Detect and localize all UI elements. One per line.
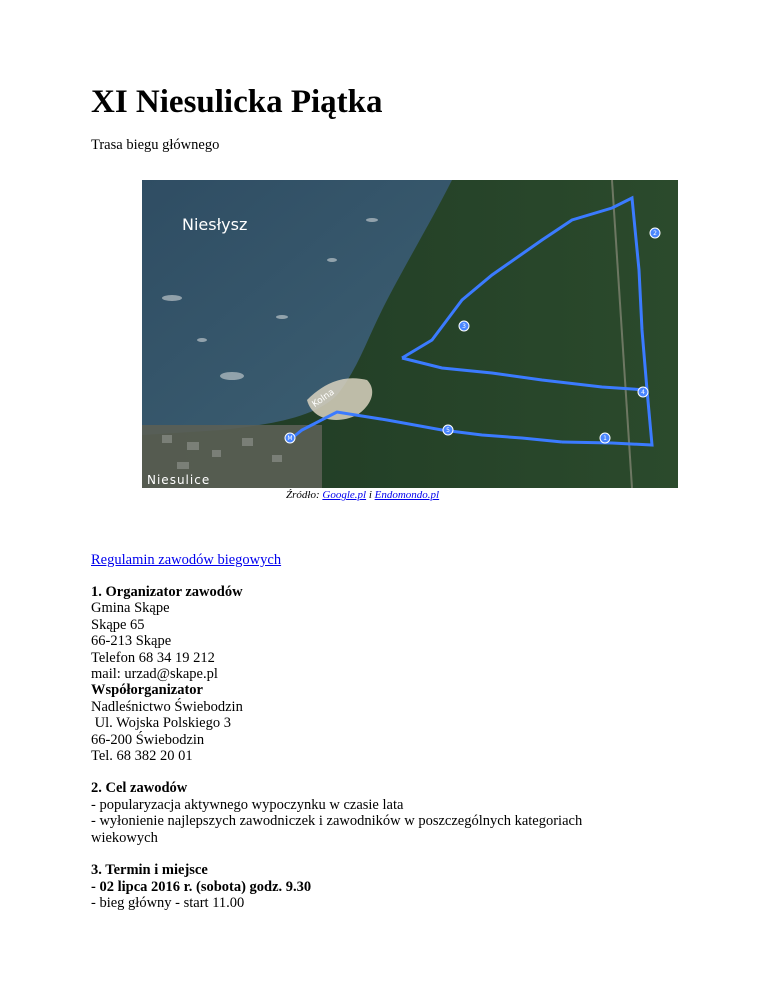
organizer-line: Telefon 68 34 19 212: [91, 649, 215, 666]
google-link[interactable]: Google.pl: [322, 489, 367, 501]
caption-prefix: Źródło:: [286, 489, 323, 501]
route-marker-label: M: [287, 435, 293, 442]
section-2-heading: 2. Cel zawodów: [91, 780, 188, 797]
section-1-heading: 1. Organizator zawodów: [91, 584, 243, 600]
town-label: Niesulice: [147, 473, 211, 487]
organizer-line: mail: urzad@skape.pl: [91, 666, 218, 683]
lake-label: Niesłysz: [182, 215, 248, 234]
organizer-line: 66-213 Skąpe: [91, 633, 172, 650]
goal-line: - wyłonienie najlepszych zawodniczek i zawodników w poszczególnych kategoriach wiekowych: [91, 813, 583, 846]
route-marker-label: 5: [446, 427, 450, 434]
page-title: XI Niesulicka Piątka: [91, 84, 383, 120]
co-organizer-line: 66-200 Świebodzin: [91, 731, 205, 748]
route-marker-label: 4: [641, 389, 645, 396]
schedule-line: - bieg główny - start 11.00: [91, 894, 245, 911]
co-organizer-line: Nadleśnictwo Świebodzin: [91, 698, 243, 715]
event-date-line: - 02 lipca 2016 r. (sobota) godz. 9.30: [91, 878, 312, 895]
road-label: Kolna: [310, 387, 337, 410]
goal-line: - popularyzacja aktywnego wypoczynku w czasie lata: [91, 796, 404, 813]
route-marker-label: 1: [603, 435, 607, 442]
map-caption: [286, 489, 439, 501]
page-subtitle: Trasa biegu głównego: [91, 137, 220, 153]
co-organizer-heading: Współorganizator: [91, 682, 203, 699]
caption-mid: i: [366, 489, 375, 501]
route-map: [142, 180, 678, 488]
route-marker-label: 3: [462, 323, 466, 330]
regulations-body: [91, 584, 651, 911]
section-3-heading: 3. Termin i miejsce: [91, 862, 208, 879]
organizer-line: Gmina Skąpe: [91, 600, 170, 617]
organizer-line: Skąpe 65: [91, 616, 145, 633]
co-organizer-line: Tel. 68 382 20 01: [91, 748, 193, 765]
regulamin-link[interactable]: Regulamin zawodów biegowych: [91, 552, 282, 568]
co-organizer-line: Ul. Wojska Polskiego 3: [91, 715, 231, 732]
endomondo-link[interactable]: Endomondo.pl: [374, 489, 440, 501]
route-marker-label: 2: [653, 230, 657, 237]
